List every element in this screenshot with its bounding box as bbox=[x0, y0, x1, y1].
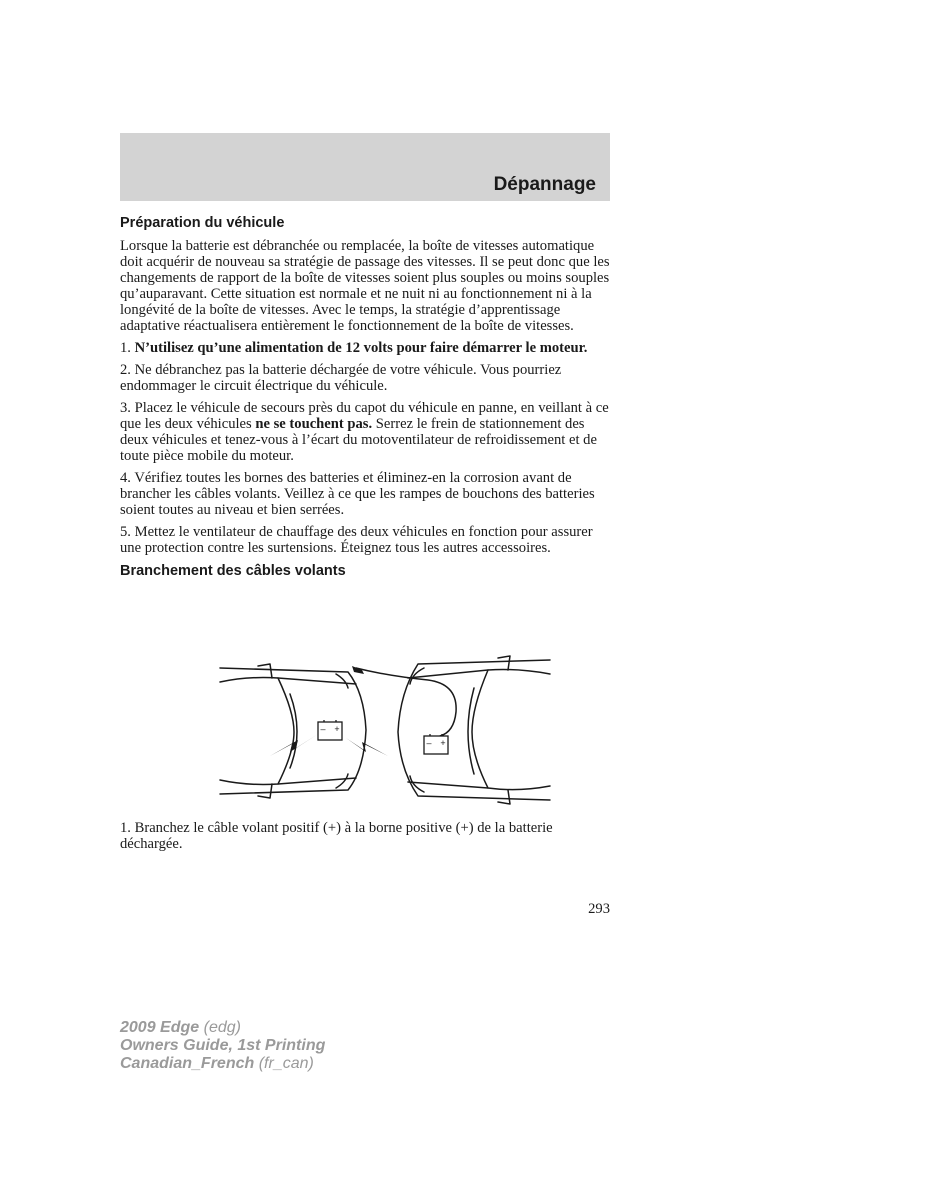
footer-line-1 bbox=[120, 1019, 325, 1037]
step-3 bbox=[120, 400, 612, 464]
main-content bbox=[120, 214, 612, 586]
step-3-text-start: 3. Placez le véhicule de secours près du capot du véhicule en panne, en veillant à ce que les deux véhicules bbox=[120, 400, 609, 432]
battery-booster-vehicle bbox=[424, 734, 448, 754]
footer-edition: Owners Guide, 1st Printing bbox=[120, 1037, 326, 1054]
step-1-text: N’utilisez qu’une alimentation de 12 volts pour faire démarrer le moteur. bbox=[134, 340, 588, 356]
page-title: Dépannage bbox=[493, 174, 596, 195]
battery-right-positive-label: + bbox=[440, 738, 446, 748]
jumper-step-1: 1. Branchez le câble volant positif (+) à la borne positive (+) de la batterie déchargée. bbox=[120, 820, 553, 852]
step-3-emphasis: ne se touchent pas. bbox=[255, 416, 373, 432]
step-4: 4. Vérifiez toutes les bornes des batteries et éliminez-en la corrosion avant de brancher les câbles volants. Veillez à ce que les rampes de bouchons des batteries soient toutes au niveau et bien serrées. bbox=[120, 470, 595, 518]
step-1-number: 1. bbox=[120, 340, 131, 356]
header-band bbox=[120, 133, 610, 201]
booster-vehicle bbox=[398, 656, 550, 804]
footer-model: 2009 Edge bbox=[120, 1019, 200, 1036]
battery-left-positive-label: + bbox=[334, 724, 340, 734]
section-heading-jumper-cables: Branchement des câbles volants bbox=[120, 563, 346, 579]
jumper-cable bbox=[356, 668, 456, 736]
section-heading-vehicle-prep: Préparation du véhicule bbox=[120, 215, 285, 231]
spark-icon bbox=[346, 738, 388, 756]
step-1 bbox=[120, 340, 612, 356]
step-2: 2. Ne débranchez pas la batterie déchargée de votre véhicule. Vous pourriez endommager le circuit électrique du véhicule. bbox=[120, 362, 562, 394]
intro-paragraph: Lorsque la batterie est débranchée ou remplacée, la boîte de vitesses automatique doit acquérir de nouveau sa stratégie de passage des vitesses. Il se peut donc que les changements de rapport de la boîte de vitesses soient plus souples ou moins souples qu’auparavant. Cette situation est normale et ne nuit ni au fonctionnement ni à la longévité de la boîte de vitesses. Avec le temps, la stratégie d’apprentissage adaptative réactualisera entièrement le fonctionnement de la boîte de vitesses. bbox=[120, 238, 610, 334]
footer-model-code: (edg) bbox=[203, 1019, 241, 1036]
step-3-text-end: Serrez le frein de stationnement des deux véhicules et tenez-vous à l’écart du motoventilateur de refroidissement et de toute pièce mobile du moteur. bbox=[120, 416, 597, 464]
footer-language: Canadian_French bbox=[120, 1055, 255, 1072]
battery-disabled-vehicle bbox=[318, 720, 342, 740]
step-5: 5. Mettez le ventilateur de chauffage des deux véhicules en fonction pour assurer une protection contre les surtensions. Éteignez tous les autres accessoires. bbox=[120, 524, 593, 556]
footer-language-code: (fr_can) bbox=[258, 1055, 314, 1072]
footer-line-3 bbox=[120, 1055, 325, 1073]
footer-print-info bbox=[120, 1019, 325, 1073]
page-number: 293 bbox=[588, 901, 610, 917]
jump-start-diagram bbox=[218, 652, 552, 810]
disabled-vehicle bbox=[220, 664, 366, 798]
footer-line-2 bbox=[120, 1037, 325, 1055]
battery-left-negative-label: – bbox=[320, 724, 326, 734]
battery-right-negative-label: – bbox=[426, 738, 432, 748]
